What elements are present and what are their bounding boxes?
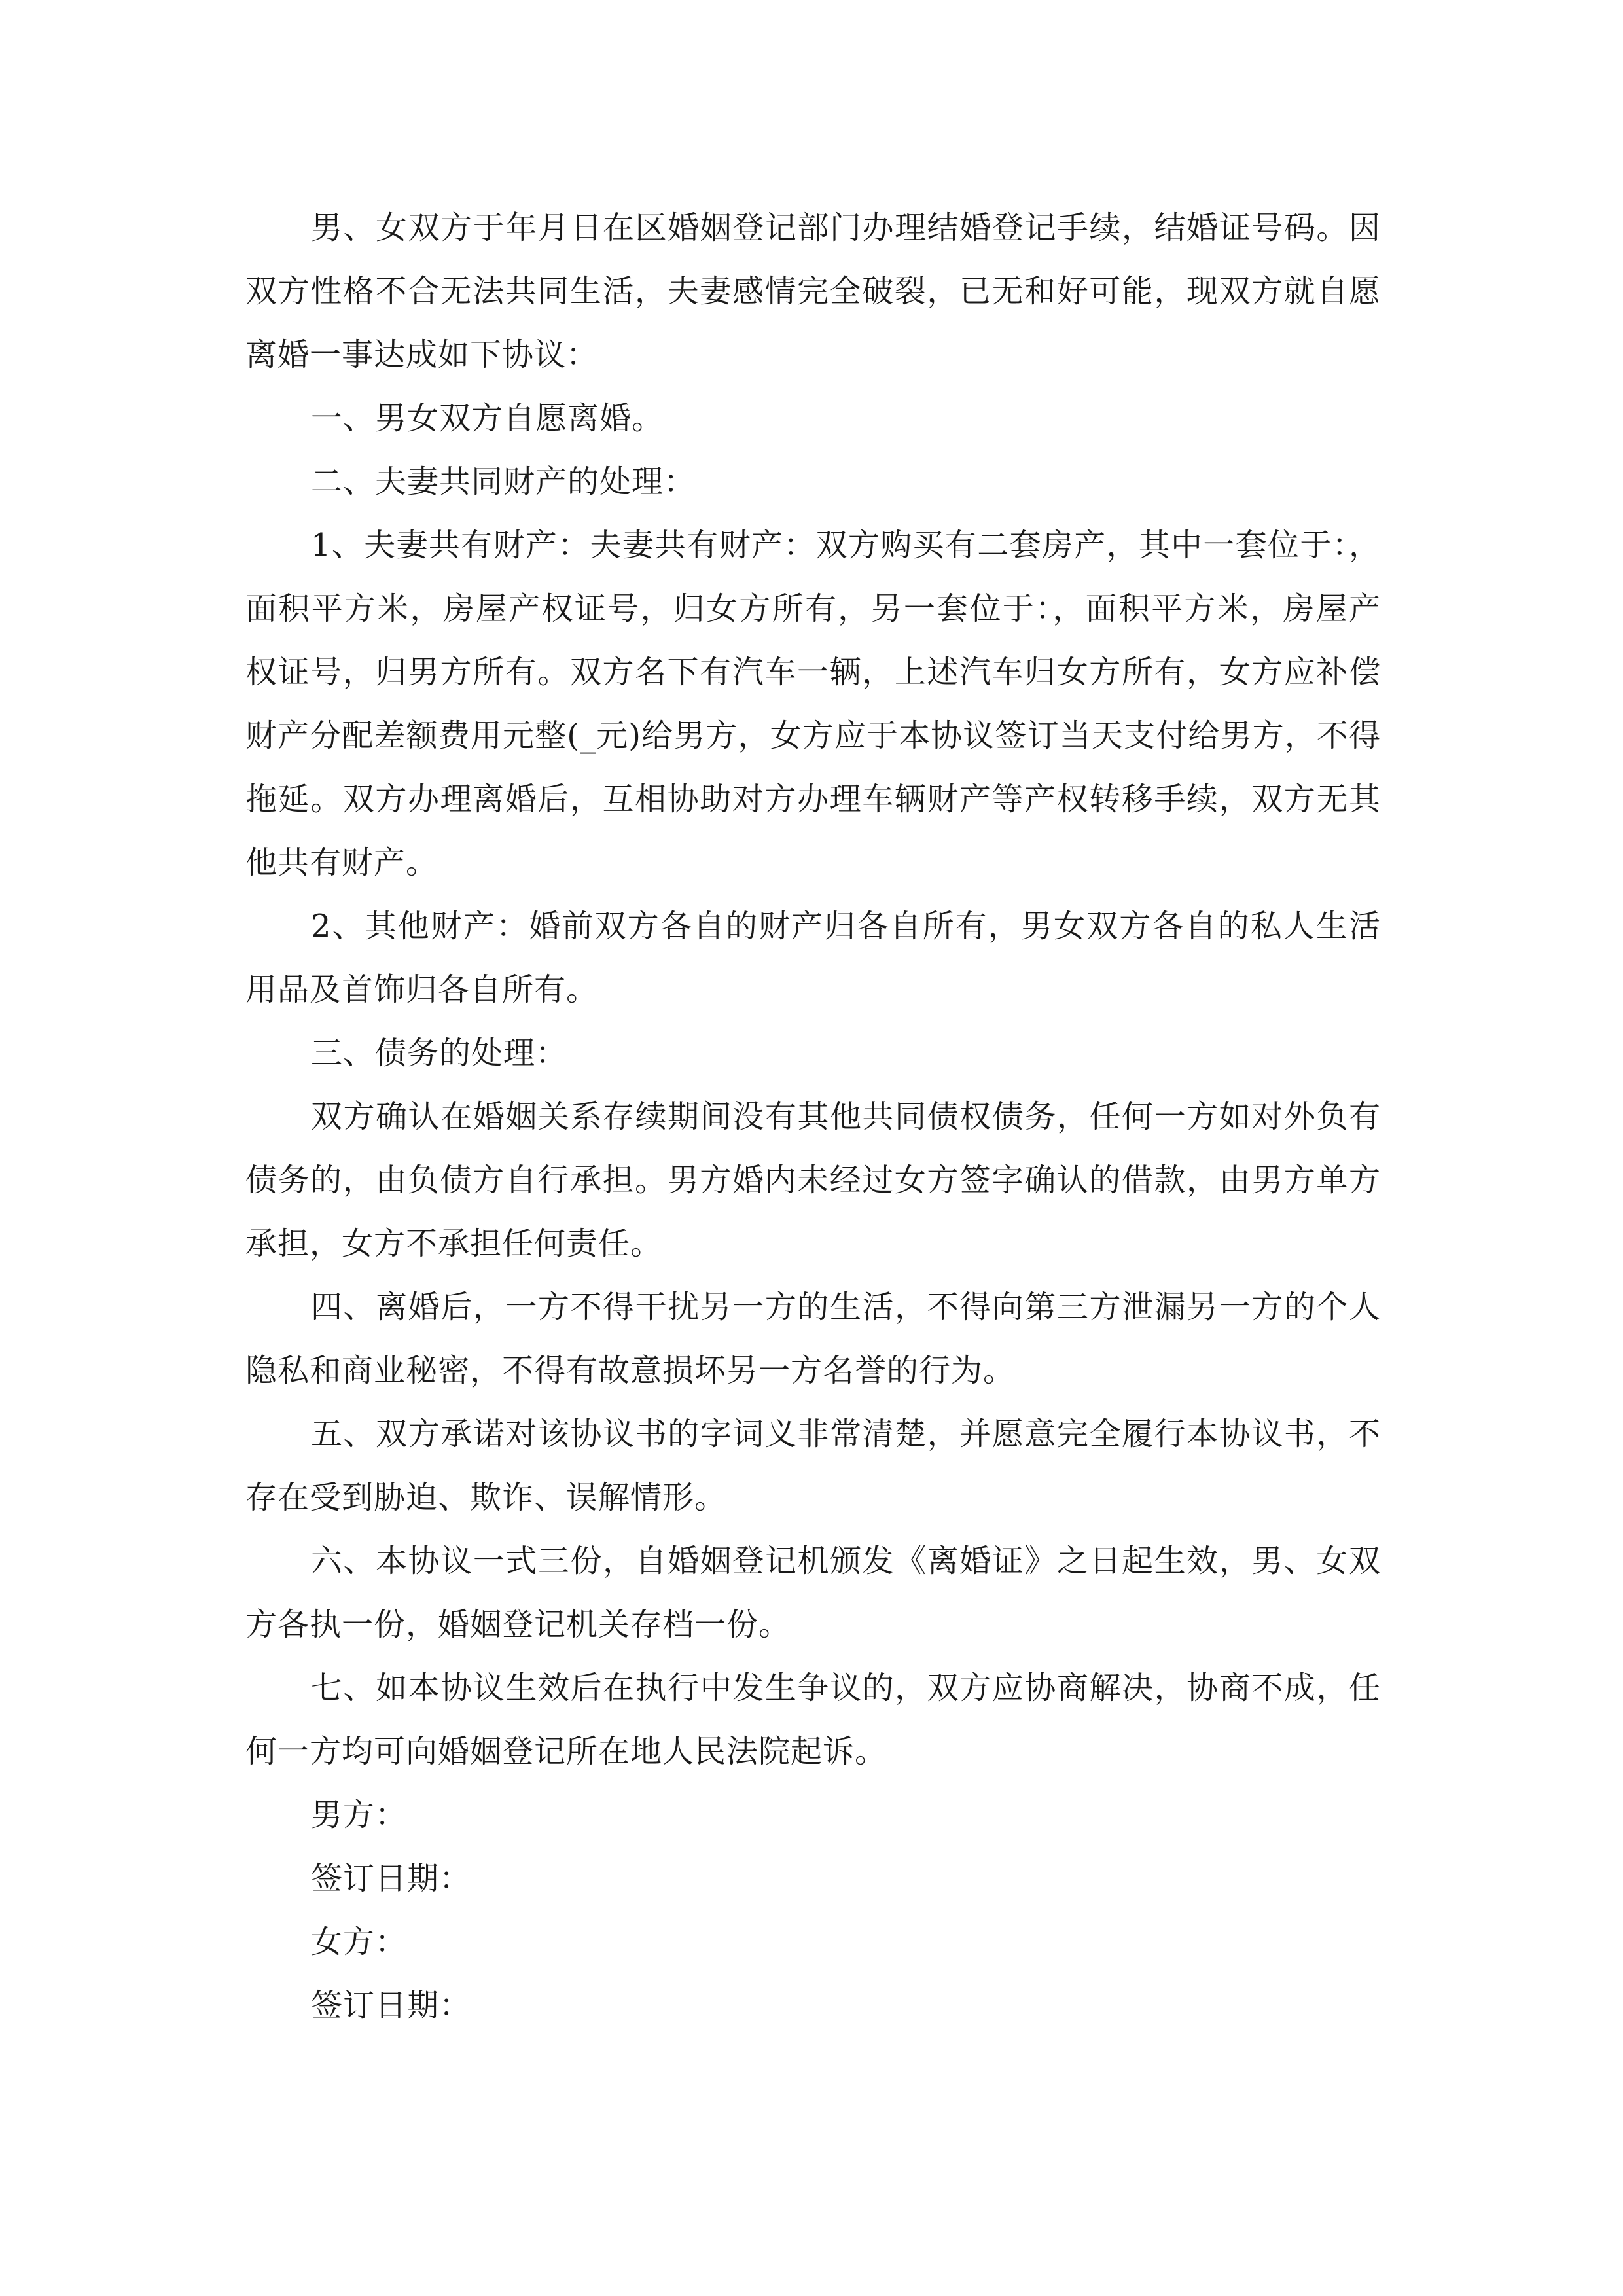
- male-party-signature: 男方：: [311, 1797, 408, 1833]
- clause-2-heading: 二、夫妻共同财产的处理：: [311, 463, 696, 500]
- male-signing-date: 签订日期：: [311, 1860, 472, 1897]
- female-party-signature: 女方：: [311, 1924, 408, 1960]
- female-signing-date: 签订日期：: [311, 1987, 472, 2024]
- clause-5: 五、双方承诺对该协议书的字词义非常清楚，并愿意完全履行本协议书，不存在受到胁迫、欺诈、误解情形。: [245, 1416, 1381, 1516]
- clause-7: 七、如本协议生效后在执行中发生争议的，双方应协商解决，协商不成，任何一方均可向婚姻登记所在地人民法院起诉。: [245, 1670, 1381, 1770]
- clause-4: 四、离婚后，一方不得干扰另一方的生活，不得向第三方泄漏另一方的个人隐私和商业秘密，不得有故意损坏另一方名誉的行为。: [245, 1289, 1381, 1389]
- clause-3-debts: 双方确认在婚姻关系存续期间没有其他共同债权债务，任何一方如对外负有债务的，由负债方自行承担。男方婚内未经过女方签字确认的借款，由男方单方承担，女方不承担任何责任。: [245, 1098, 1381, 1262]
- clause-2-2-other-property: 2、其他财产：婚前双方各自的财产归各自所有，男女双方各自的私人生活用品及首饰归各自所有。: [245, 908, 1381, 1008]
- intro-paragraph: 男、女双方于年月日在区婚姻登记部门办理结婚登记手续，结婚证号码。因双方性格不合无法共同生活，夫妻感情完全破裂，已无和好可能，现双方就自愿离婚一事达成如下协议：: [245, 209, 1381, 373]
- clause-3-heading: 三、债务的处理：: [311, 1035, 568, 1071]
- document-page: [245, 196, 1381, 2037]
- clause-6: 六、本协议一式三份，自婚姻登记机颁发《离婚证》之日起生效，男、女双方各执一份，婚姻登记机关存档一份。: [245, 1543, 1381, 1643]
- clause-1: 一、男女双方自愿离婚。: [311, 400, 664, 437]
- clause-2-1-shared-property: 1、夫妻共有财产：夫妻共有财产：双方购买有二套房产，其中一套位于：，面积平方米，房屋产权证号，归女方所有，另一套位于：，面积平方米，房屋产权证号，归男方所有。双方名下有汽车一辆，上述汽车归女方所有，女方应补偿财产分配差额费用元整(_元)给男方，女方应于本协议签订当天支付给男方，不得拖延。双方办理离婚后，互相协助对方办理车辆财产等产权转移手续，双方无其他共有财产。: [245, 527, 1381, 881]
